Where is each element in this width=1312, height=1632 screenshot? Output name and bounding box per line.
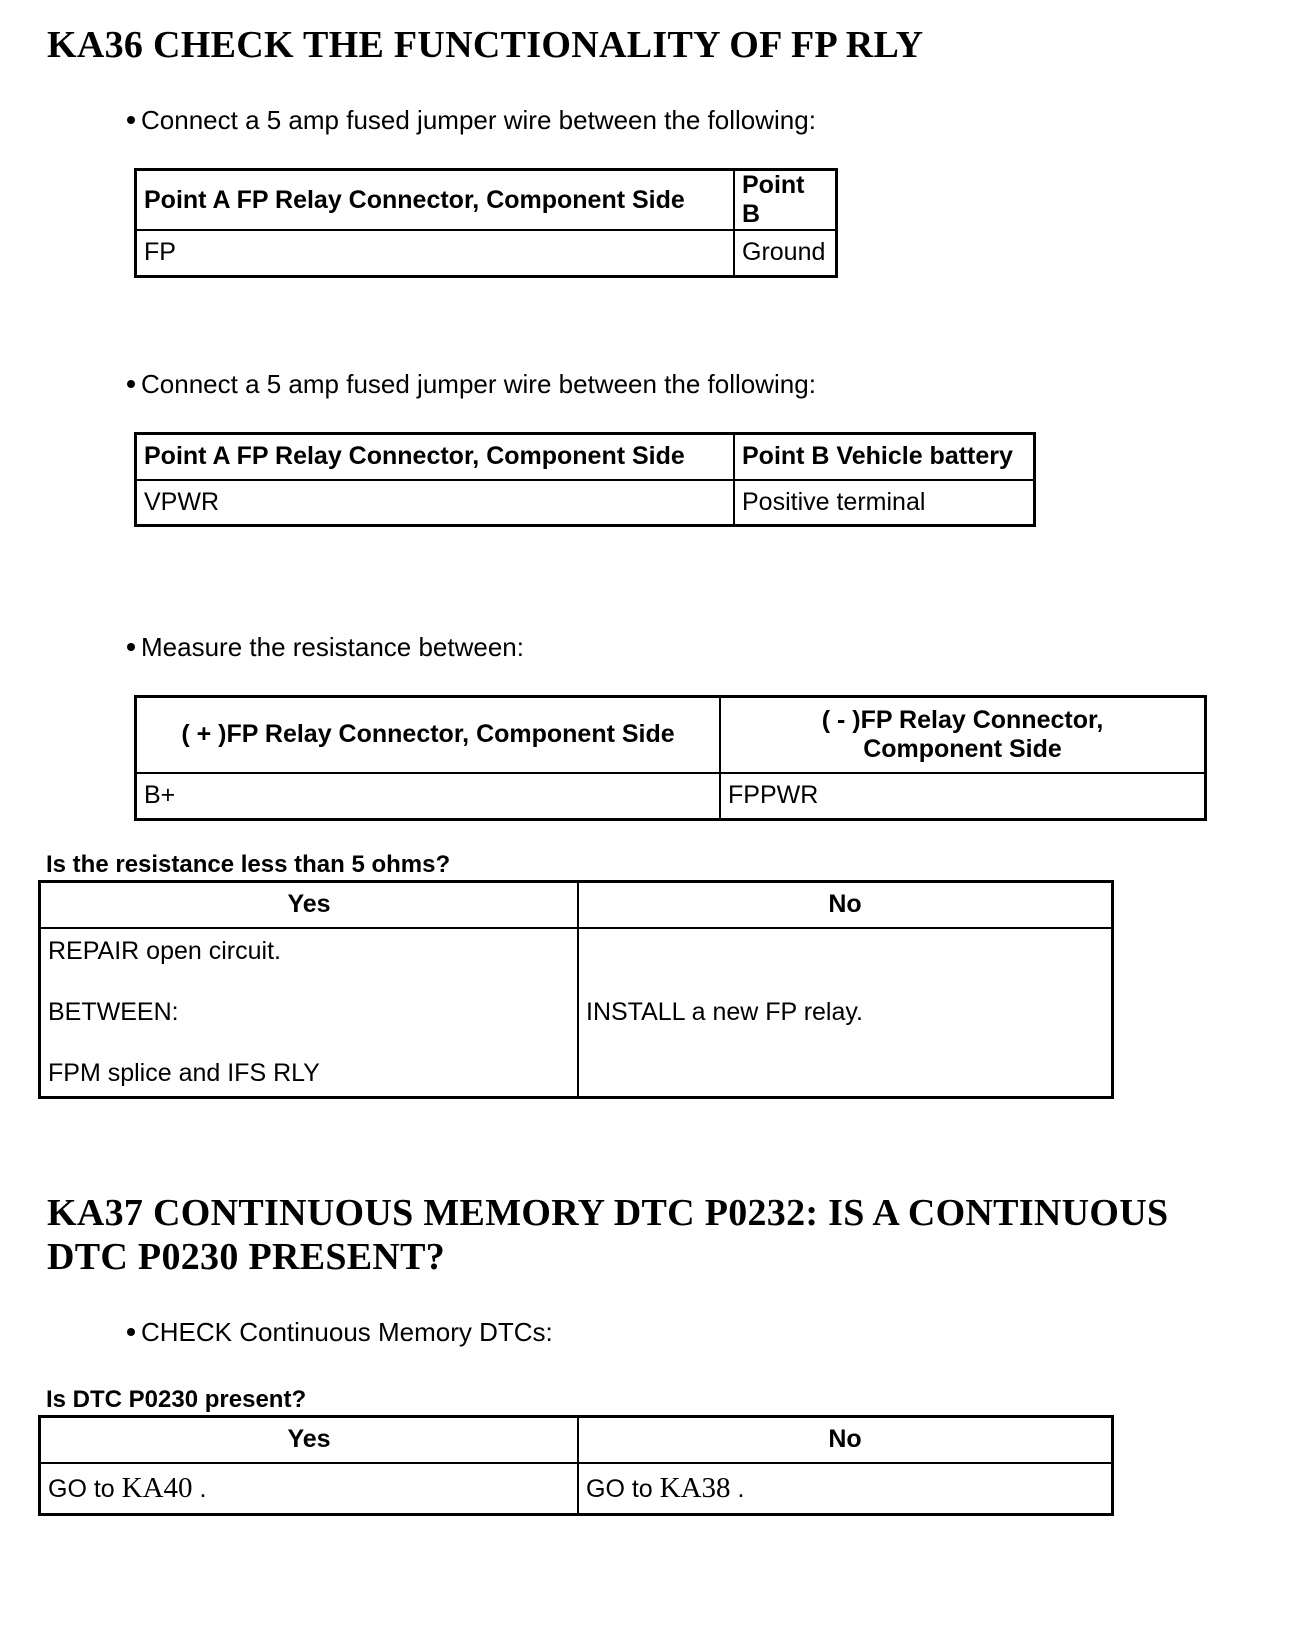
- bullet-dot-icon: [127, 116, 135, 124]
- bullet-dot-icon: [127, 643, 135, 651]
- step1-header-a: Point A FP Relay Connector, Component Side: [136, 170, 735, 231]
- yes-line-1: REPAIR open circuit.: [48, 936, 281, 965]
- ka37-header-no: No: [578, 1417, 1113, 1463]
- question-dtc: Is DTC P0230 present?: [46, 1386, 307, 1413]
- section-ka37-title-line1: KA37 CONTINUOUS MEMORY DTC P0232: IS A CONTINUOUS: [47, 1192, 1169, 1234]
- step3-bullet: [127, 631, 524, 663]
- step3-header-plus: ( + )FP Relay Connector, Component Side: [136, 697, 721, 773]
- bullet-dot-icon: [127, 380, 135, 388]
- ka37-header-yes: Yes: [40, 1417, 579, 1463]
- step2-text: Connect a 5 amp fused jumper wire between the following:: [141, 369, 816, 399]
- answer-no-cell: INSTALL a new FP relay.: [578, 928, 1113, 1098]
- ka37-yes-prefix: GO to: [48, 1474, 122, 1503]
- answer-header-no: No: [578, 882, 1113, 928]
- ka37-yes-cell: [40, 1463, 579, 1515]
- section-ka36-title: KA36 CHECK THE FUNCTIONALITY OF FP RLY: [47, 24, 924, 66]
- step3-cell-plus: B+: [136, 773, 721, 820]
- step3-text: Measure the resistance between:: [141, 632, 524, 662]
- step2-table: [134, 432, 1036, 527]
- step1-text: Connect a 5 amp fused jumper wire between the following:: [141, 105, 816, 135]
- step3-header-minus: ( - )FP Relay Connector, Component Side: [720, 697, 1206, 773]
- step1-cell-b: Ground: [734, 230, 837, 276]
- step2-bullet: [127, 368, 816, 400]
- answer-yes-cell: [40, 928, 579, 1098]
- question-resistance: Is the resistance less than 5 ohms?: [46, 851, 451, 878]
- link-ka40[interactable]: KA40: [121, 1471, 193, 1504]
- step1-table: [134, 168, 838, 278]
- answer-table-ka36: [38, 880, 1114, 1099]
- bullet-dot-icon: [127, 1328, 135, 1336]
- step2-header-b: Point B Vehicle battery: [734, 434, 1035, 480]
- ka37-bullet: [127, 1316, 553, 1348]
- ka37-yes-suffix: .: [192, 1474, 207, 1503]
- yes-line-3: FPM splice and IFS RLY: [48, 1058, 320, 1087]
- ka37-no-suffix: .: [730, 1474, 745, 1503]
- yes-line-2: BETWEEN:: [48, 997, 179, 1026]
- step3-cell-minus: FPPWR: [720, 773, 1206, 820]
- ka37-no-cell: [578, 1463, 1113, 1515]
- step3-table: [134, 695, 1207, 821]
- answer-table-ka37: [38, 1415, 1114, 1516]
- ka37-bullet-text: CHECK Continuous Memory DTCs:: [141, 1317, 553, 1347]
- link-ka38[interactable]: KA38: [659, 1471, 731, 1504]
- step1-cell-a: FP: [136, 230, 735, 276]
- section-ka37-title-line2: DTC P0230 PRESENT?: [47, 1236, 446, 1278]
- step2-header-a: Point A FP Relay Connector, Component Side: [136, 434, 735, 480]
- ka37-no-prefix: GO to: [586, 1474, 660, 1503]
- step1-bullet: [127, 104, 816, 136]
- step1-header-b: Point B: [734, 170, 837, 231]
- answer-header-yes: Yes: [40, 882, 579, 928]
- step2-cell-a: VPWR: [136, 480, 735, 526]
- step2-cell-b: Positive terminal: [734, 480, 1035, 526]
